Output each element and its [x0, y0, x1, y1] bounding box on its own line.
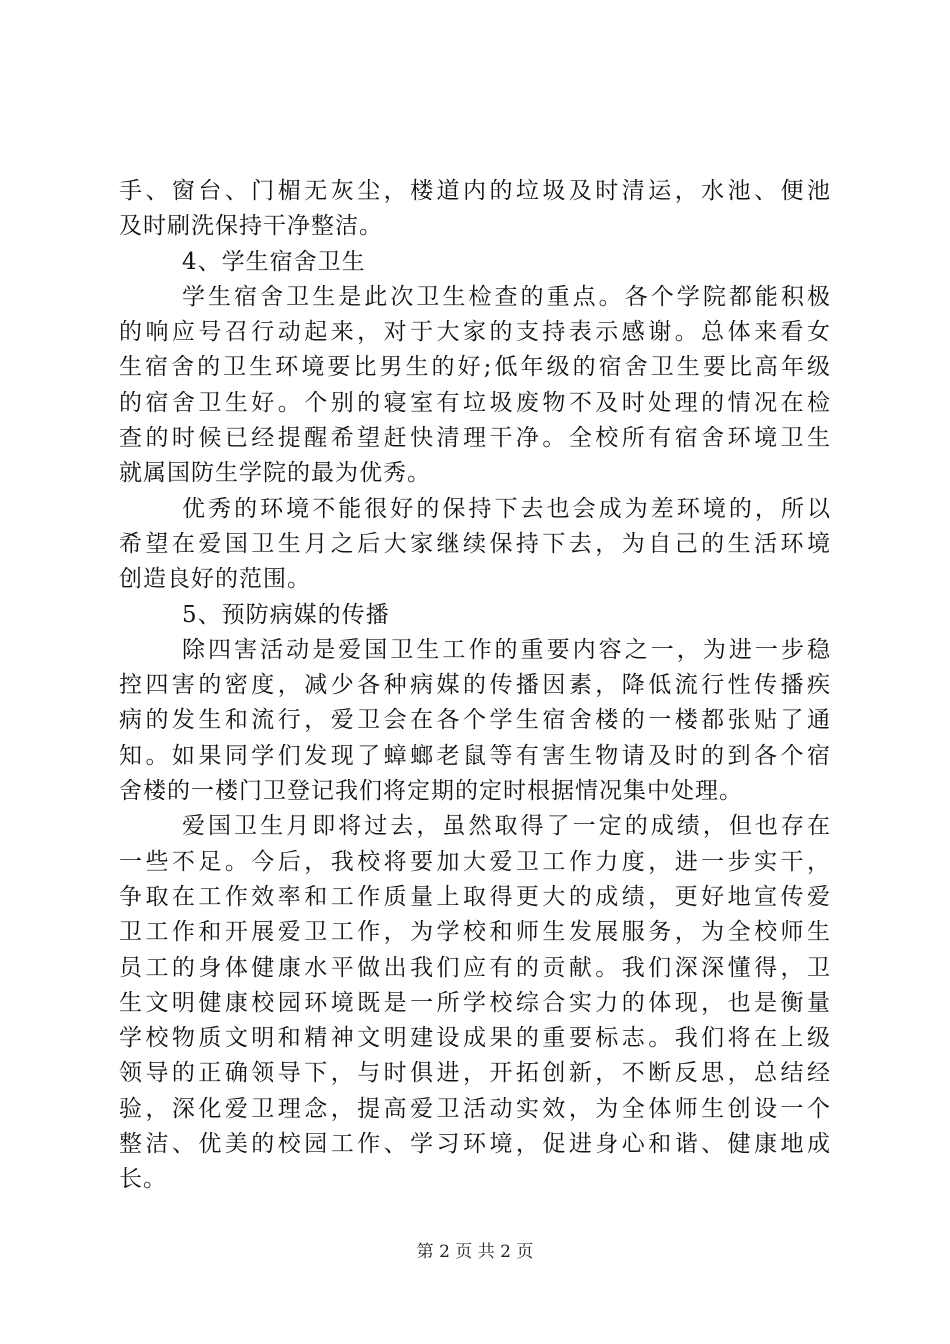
- body-line: 舍楼的一楼门卫登记我们将定期的定时根据情况集中处理。: [119, 778, 743, 805]
- body-line: 的宿舍卫生好。个别的寝室有垃圾废物不及时处理的情况在检: [119, 389, 831, 416]
- body-line: 手、窗台、门楣无灰尘，楼道内的垃圾及时清运，水池、便池: [119, 178, 831, 204]
- body-line: 查的时候已经提醒希望赶快清理干净。全校所有宿舍环境卫生: [119, 425, 831, 452]
- body-line: 希望在爱国卫生月之后大家继续保持下去，为自己的生活环境: [119, 530, 831, 557]
- body-line: 生文明健康校园环境既是一所学校综合实力的体现，也是衡量: [119, 989, 831, 1016]
- body-line: 优秀的环境不能很好的保持下去也会成为差环境的，所以: [182, 495, 831, 522]
- body-line: 验，深化爱卫理念，提高爱卫活动实效，为全体师生创设一个: [119, 1095, 831, 1122]
- body-line: 一些不足。今后，我校将要加大爱卫工作力度，进一步实干，: [119, 848, 831, 875]
- body-line: 长。: [119, 1166, 167, 1193]
- body-line: 爱国卫生月即将过去，虽然取得了一定的成绩，但也存在: [182, 813, 831, 840]
- document-body: [119, 174, 831, 1198]
- body-line: 4、学生宿舍卫生: [182, 248, 366, 275]
- body-line: 创造良好的范围。: [119, 566, 311, 593]
- body-line: 整洁、优美的校园工作、学习环境，促进身心和谐、健康地成: [119, 1131, 831, 1158]
- body-line: 病的发生和流行，爱卫会在各个学生宿舍楼的一楼都张贴了通: [119, 707, 831, 734]
- body-line: 生宿舍的卫生环境要比男生的好;低年级的宿舍卫生要比高年级: [119, 354, 831, 381]
- body-line: 员工的身体健康水平做出我们应有的贡献。我们深深懂得，卫: [119, 954, 831, 981]
- body-line: 就属国防生学院的最为优秀。: [119, 460, 431, 487]
- body-line: 争取在工作效率和工作质量上取得更大的成绩，更好地宣传爱: [119, 883, 831, 910]
- body-line: 卫工作和开展爱卫工作，为学校和师生发展服务，为全校师生: [119, 919, 831, 946]
- body-line: 除四害活动是爱国卫生工作的重要内容之一，为进一步稳: [182, 636, 831, 663]
- body-line: 的响应号召行动起来，对于大家的支持表示感谢。总体来看女: [119, 319, 831, 346]
- body-line: 控四害的密度，减少各种病媒的传播因素，降低流行性传播疾: [119, 672, 831, 699]
- body-line: 学生宿舍卫生是此次卫生检查的重点。各个学院都能积极: [182, 283, 831, 310]
- body-line: 领导的正确领导下，与时俱进，开拓创新，不断反思，总结经: [119, 1060, 831, 1087]
- body-line: 学校物质文明和精神文明建设成果的重要标志。我们将在上级: [119, 1025, 831, 1052]
- body-line: 5、预防病媒的传播: [182, 601, 390, 628]
- body-line: 及时刷洗保持干净整洁。: [119, 213, 383, 240]
- page-footer: 第 2 页 共 2 页: [416, 1242, 534, 1262]
- body-line: 知。如果同学们发现了蟑螂老鼠等有害生物请及时的到各个宿: [119, 742, 831, 769]
